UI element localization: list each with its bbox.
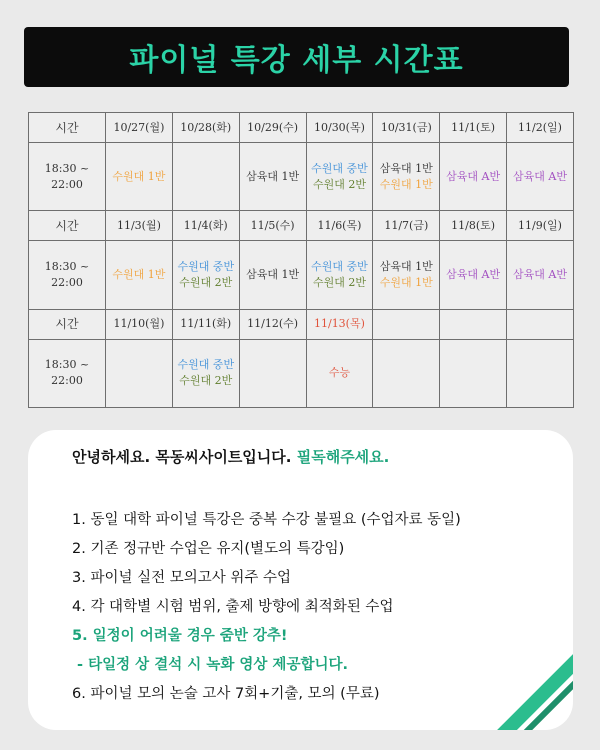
- date-header-cell: [440, 309, 507, 339]
- class-cell: [306, 241, 373, 309]
- class-entry: 삼육대 1반: [379, 260, 433, 274]
- class-entry: 수원대 2반: [312, 276, 366, 290]
- class-entry: 삼육대 1반: [246, 169, 300, 183]
- date-header-cell: 11/7(금): [373, 211, 440, 241]
- time-header-cell: 시간: [29, 113, 106, 143]
- class-cell: [106, 339, 173, 407]
- class-cell: [239, 339, 306, 407]
- class-entry: 삼육대 1반: [379, 161, 433, 175]
- page-title: 파이널 특강 세부 시간표: [129, 43, 464, 78]
- class-entry: 삼육대 A반: [446, 169, 501, 183]
- schedule-header-row: [29, 211, 574, 241]
- schedule-body-row: [29, 241, 574, 309]
- class-entry: 삼육대 1반: [246, 268, 300, 282]
- date-header-cell: 10/30(목): [306, 113, 373, 143]
- class-cell: [440, 339, 507, 407]
- corner-ribbon: [470, 651, 573, 730]
- notice-greeting: [72, 446, 389, 467]
- date-header-cell: [507, 309, 574, 339]
- date-header-cell: [373, 309, 440, 339]
- time-header-cell: 시간: [29, 211, 106, 241]
- date-header-cell: 11/4(화): [172, 211, 239, 241]
- class-cell: [507, 143, 574, 211]
- class-cell: [373, 143, 440, 211]
- date-header-cell: 10/27(월): [106, 113, 173, 143]
- date-header-cell: 11/5(수): [239, 211, 306, 241]
- class-cell: [306, 339, 373, 407]
- notice-list: [72, 506, 461, 709]
- class-cell: [507, 241, 574, 309]
- class-entry: 삼육대 A반: [446, 268, 501, 282]
- class-entry: 수원대 2반: [312, 177, 366, 191]
- notice-card: [28, 430, 573, 730]
- date-header-cell: 11/13(목): [306, 309, 373, 339]
- date-header-cell: 10/29(수): [239, 113, 306, 143]
- schedule-header-row: [29, 309, 574, 339]
- class-cell: [172, 241, 239, 309]
- class-cell: [373, 241, 440, 309]
- time-range-cell: 18:30 ~ 22:00: [29, 143, 106, 211]
- class-cell: [106, 241, 173, 309]
- class-entry: 수원대 중반: [177, 358, 235, 372]
- class-cell: [440, 241, 507, 309]
- date-header-cell: 11/3(월): [106, 211, 173, 241]
- class-entry: 삼육대 A반: [513, 169, 567, 183]
- class-cell: [373, 339, 440, 407]
- date-header-cell: 10/28(화): [172, 113, 239, 143]
- class-entry: 수원대 1반: [379, 177, 433, 191]
- class-cell: [306, 143, 373, 211]
- date-header-cell: 11/11(화): [172, 309, 239, 339]
- class-entry: 수원대 중반: [311, 260, 368, 274]
- class-entry: 수원대 1반: [112, 169, 166, 183]
- class-entry: 수능: [328, 366, 351, 380]
- notice-item: 1. 동일 대학 파이널 특강은 중복 수강 불필요 (수업자료 동일): [72, 512, 461, 528]
- time-range-cell: 18:30 ~ 22:00: [29, 241, 106, 309]
- class-cell: [106, 143, 173, 211]
- class-cell: [172, 339, 239, 407]
- class-cell: [239, 241, 306, 309]
- class-cell: [172, 143, 239, 211]
- date-header-cell: 11/9(일): [507, 211, 574, 241]
- schedule-body-row: [29, 339, 574, 407]
- class-cell: [239, 143, 306, 211]
- date-header-cell: 11/8(토): [440, 211, 507, 241]
- greeting-accent: 필독해주세요.: [296, 448, 390, 466]
- date-header-cell: 11/6(목): [306, 211, 373, 241]
- notice-item: 5. 일정이 어려울 경우 줌반 강추!: [72, 628, 288, 644]
- time-header-cell: 시간: [29, 309, 106, 339]
- class-entry: 수원대 2반: [179, 276, 233, 290]
- class-entry: 수원대 2반: [179, 374, 233, 388]
- notice-item: 3. 파이널 실전 모의고사 위주 수업: [72, 570, 291, 586]
- date-header-cell: 10/31(금): [373, 113, 440, 143]
- class-entry: 수원대 중반: [311, 161, 368, 175]
- title-banner: [24, 27, 569, 87]
- notice-item: - 타일정 상 결석 시 녹화 영상 제공합니다.: [77, 657, 348, 673]
- class-entry: 수원대 1반: [379, 276, 433, 290]
- date-header-cell: 11/2(일): [507, 113, 574, 143]
- schedule-body-row: [29, 143, 574, 211]
- notice-item: 4. 각 대학별 시험 범위, 출제 방향에 최적화된 수업: [72, 599, 394, 615]
- notice-item: 6. 파이널 모의 논술 고사 7회+기출, 모의 (무료): [72, 686, 380, 702]
- class-entry: 삼육대 A반: [513, 268, 567, 282]
- time-range-cell: 18:30 ~ 22:00: [29, 339, 106, 407]
- schedule-table: [28, 112, 574, 408]
- greeting-text: 안녕하세요. 목동씨사이트입니다.: [72, 448, 292, 466]
- notice-item: 2. 기존 정규반 수업은 유지(별도의 특강임): [72, 541, 345, 557]
- class-cell: [440, 143, 507, 211]
- schedule-header-row: [29, 113, 574, 143]
- class-entry: 수원대 중반: [177, 260, 235, 274]
- class-entry: 수원대 1반: [112, 268, 166, 282]
- date-header-cell: 11/10(월): [106, 309, 173, 339]
- class-cell: [507, 339, 574, 407]
- date-header-cell: 11/12(수): [239, 309, 306, 339]
- date-header-cell: 11/1(토): [440, 113, 507, 143]
